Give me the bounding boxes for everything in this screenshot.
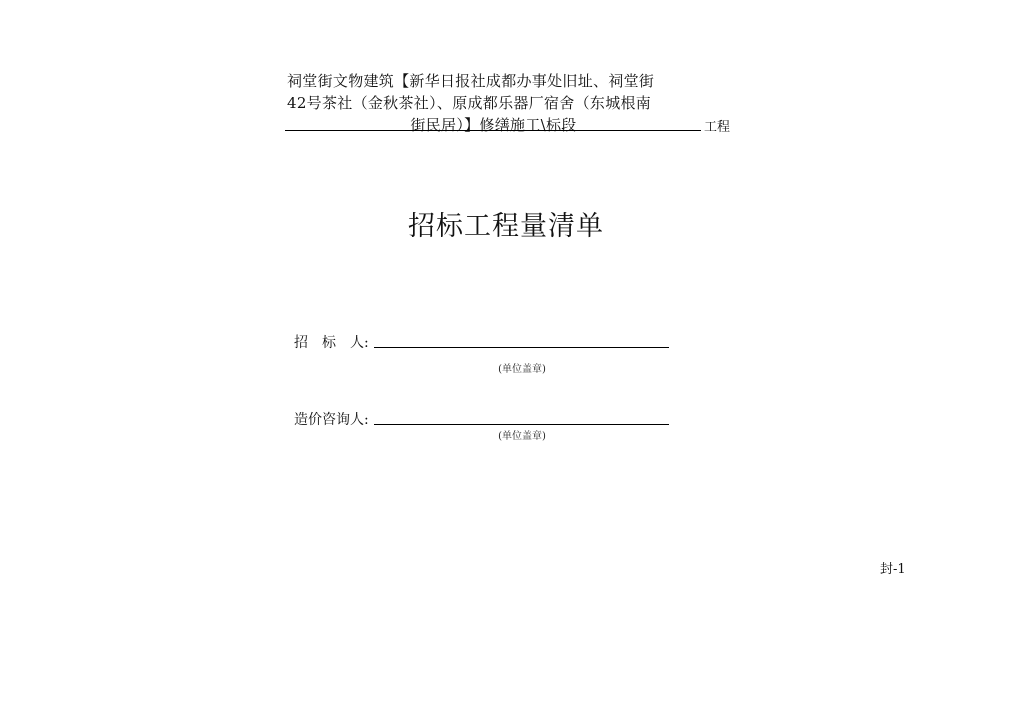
project-name-line-1: 祠堂街文物建筑【新华日报社成都办事处旧址、祠堂街 [287, 72, 655, 90]
page-number: 封-1 [880, 562, 906, 577]
cost-consultant-stamp-note: (单位盖章) [498, 431, 546, 442]
page-title: 招标工程量清单 [408, 211, 604, 242]
tenderer-stamp-note: (单位盖章) [498, 364, 546, 375]
project-name-underline [285, 130, 701, 131]
tenderer-label: 招 标 人: [294, 335, 369, 351]
project-name [287, 70, 707, 136]
tenderer-signature-line [374, 347, 669, 348]
project-name-line-2: 42号茶社（金秋茶社）、原成都乐器厂宿舍（东城根南 [287, 94, 652, 112]
cost-consultant-label: 造价咨询人: [294, 412, 369, 428]
project-suffix: 工程 [704, 120, 731, 135]
cost-consultant-signature-line [374, 424, 669, 425]
project-name-line-3: 街民居）】修缮施工\标段 [410, 116, 577, 134]
